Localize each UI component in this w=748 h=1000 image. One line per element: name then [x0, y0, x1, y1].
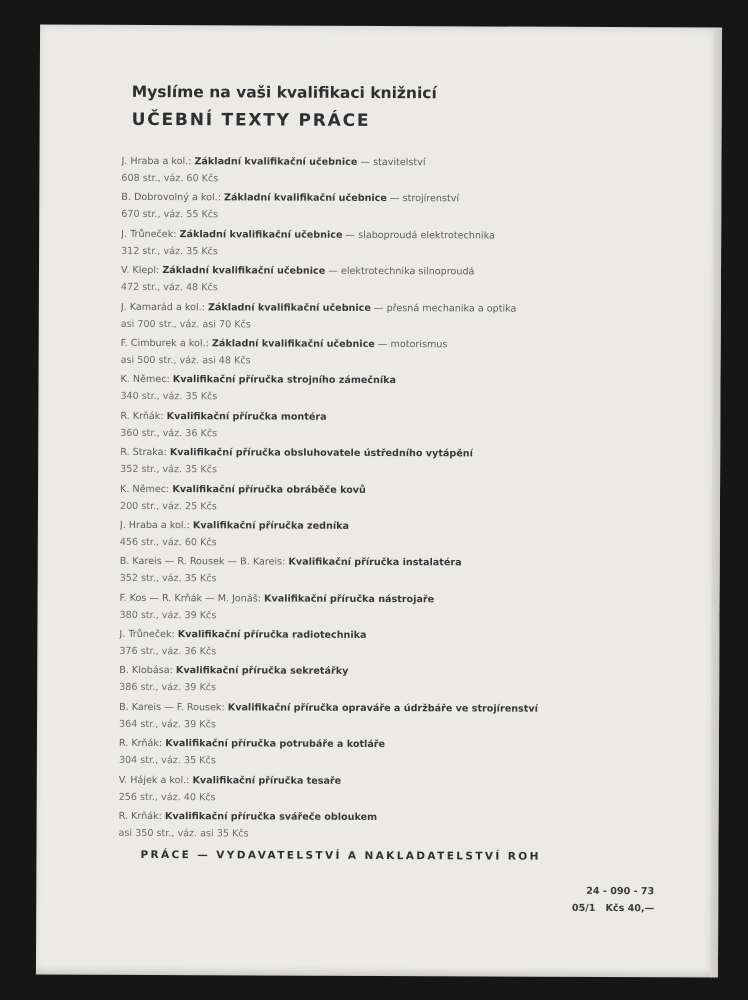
book-author: V. Hájek a kol.:: [118, 774, 193, 786]
catalog-code: 24 - 090 - 73: [586, 885, 655, 898]
book-details: 352 str., váz. 35 Kčs: [120, 463, 218, 476]
book-details: 312 str., váz. 35 Kčs: [121, 245, 218, 258]
book-author: F. Kos — R. Krňák — M. Jonáš:: [119, 592, 265, 605]
book-title: Základní kvalifikační učebnice: [223, 192, 387, 205]
book-entry: [120, 444, 690, 483]
book-title: Základní kvalifikační učebnice: [162, 265, 326, 277]
book-author: B. Dobrovolný a kol.:: [121, 192, 225, 204]
book-back-cover: [36, 25, 722, 978]
book-subtitle: — stavitelství: [357, 156, 426, 169]
book-details: 670 str., váz. 55 Kčs: [121, 209, 219, 221]
series-code: 05/1: [571, 902, 596, 914]
book-details: asi 350 str., váz. asi 35 Kčs: [118, 827, 249, 840]
book-author: R. Krňák:: [118, 738, 166, 750]
book-entry: [120, 517, 690, 556]
book-title: Kvalifikační příručka obsluhovatele ústředního vytápění: [169, 447, 473, 460]
book-heading: [120, 480, 690, 499]
publisher-name: PRÁCE — VYDAVATELSTVÍ A NAKLADATELSTVÍ ROH: [140, 848, 541, 863]
book-details: 608 str., váz. 60 Kčs: [121, 172, 219, 185]
book-details: asi 500 str., váz. asi 48 Kčs: [120, 354, 251, 367]
book-author: R. Straka:: [120, 446, 170, 459]
book-details: 472 str., váz. 48 Kčs: [120, 282, 218, 294]
book-subtitle: — strojírenství: [386, 193, 460, 205]
book-details: 456 str., váz. 60 Kčs: [119, 536, 217, 549]
book-entry: [121, 189, 691, 228]
book-list: [118, 153, 691, 847]
book-title: Kvalifikační příručka sekretářky: [175, 665, 349, 678]
book-title: Základní kvalifikační učebnice: [179, 228, 343, 241]
book-author: B. Kareis — F. Rousek:: [119, 701, 228, 714]
book-author: B. Klobása:: [119, 665, 176, 677]
book-entry: [120, 408, 690, 447]
book-details: 340 str., váz. 35 Kčs: [120, 391, 218, 403]
book-details: 352 str., váz. 35 Kčs: [119, 573, 217, 585]
book-title: Kvalifikační příručka svářeče obloukem: [164, 811, 378, 824]
book-title: Kvalifikační příručka nástrojaře: [264, 593, 435, 605]
book-title: Kvalifikační příručka obráběče kovů: [172, 483, 366, 496]
book-details: 256 str., váz. 40 Kčs: [118, 791, 216, 803]
book-title: Kvalifikační příručka opraváře a údržbáře ve strojírenství: [227, 702, 538, 715]
book-entry: [119, 735, 689, 774]
book-subtitle: — elektrotechnika silnoproudá: [325, 265, 475, 278]
header-slogan: Myslíme na vaši kvalifikaci knižnicí: [131, 82, 437, 103]
catalog-info: [572, 883, 654, 917]
book-details: 304 str., váz. 35 Kčs: [118, 755, 216, 767]
book-title: Kvalifikační příručka strojního zámečníka: [172, 374, 397, 387]
book-author: J. Kamarád a kol.:: [120, 301, 209, 313]
book-entry: [121, 226, 691, 265]
book-details: 200 str., váz. 25 Kčs: [119, 500, 217, 512]
book-heading: [120, 408, 690, 427]
book-subtitle: — motorismus: [374, 338, 448, 351]
book-details: 380 str., váz. 39 Kčs: [119, 609, 217, 621]
book-heading: [120, 590, 690, 609]
book-entry: [121, 262, 691, 301]
book-author: J. Hraba a kol.:: [121, 155, 195, 168]
book-author: J. Trůneček:: [121, 228, 180, 240]
book-subtitle: — slaboproudá elektrotechnika: [342, 229, 495, 242]
book-entry: [119, 772, 689, 811]
book-details: 386 str., váz. 39 Kčs: [119, 682, 217, 694]
book-author: R. Krňák:: [120, 410, 167, 422]
book-author: J. Hraba a kol.:: [119, 519, 193, 532]
book-title: Kvalifikační příručka tesaře: [192, 774, 342, 787]
book-title: Kvalifikační příručka radiotechnika: [177, 629, 367, 642]
book-subtitle: — přesná mechanika a optika: [370, 302, 517, 315]
book-title: Základní kvalifikační učebnice: [207, 301, 371, 314]
book-author: F. Cimburek a kol.:: [120, 337, 212, 350]
cover-edge: [710, 27, 722, 977]
book-author: B. Kareis — R. Rousek — B. Kareis:: [119, 556, 289, 568]
book-title: Kvalifikační příručka instalatéra: [288, 556, 462, 569]
book-author: K. Němec:: [120, 374, 173, 386]
book-entry: [121, 335, 691, 374]
book-details: 360 str., váz. 36 Kčs: [120, 427, 218, 440]
book-details: asi 700 str., váz. asi 70 Kčs: [120, 318, 251, 331]
book-entry: [120, 371, 690, 410]
series-price-row: [572, 900, 654, 917]
book-entry: [119, 626, 689, 665]
book-author: K. Němec:: [120, 483, 173, 495]
book-heading: [121, 298, 691, 317]
book-details: 364 str., váz. 39 Kčs: [118, 718, 216, 731]
book-entry: [120, 553, 690, 592]
book-entry: [120, 480, 690, 519]
book-entry: [118, 808, 688, 847]
series-title: UČEBNÍ TEXTY PRÁCE: [131, 109, 371, 131]
book-title: Základní kvalifikační učebnice: [194, 156, 358, 168]
book-entry: [119, 662, 689, 701]
book-title: Kvalifikační příručka potrubáře a kotláře: [165, 738, 386, 751]
book-title: Kvalifikační příručka montéra: [166, 410, 327, 423]
book-title: Základní kvalifikační učebnice: [211, 338, 375, 350]
book-entry: [121, 153, 691, 192]
book-details: 376 str., váz. 36 Kčs: [119, 645, 217, 658]
book-entry: [119, 590, 689, 629]
price: Kčs 40,—: [605, 902, 655, 915]
book-author: J. Trůneček:: [119, 628, 178, 641]
book-author: R. Krňák:: [118, 810, 165, 823]
book-entry: [119, 699, 689, 738]
book-author: V. Klepl:: [120, 265, 163, 277]
book-entry: [121, 298, 691, 337]
book-heading: [119, 772, 689, 791]
book-heading: [121, 226, 691, 245]
book-title: Kvalifikační příručka zedníka: [192, 520, 350, 532]
